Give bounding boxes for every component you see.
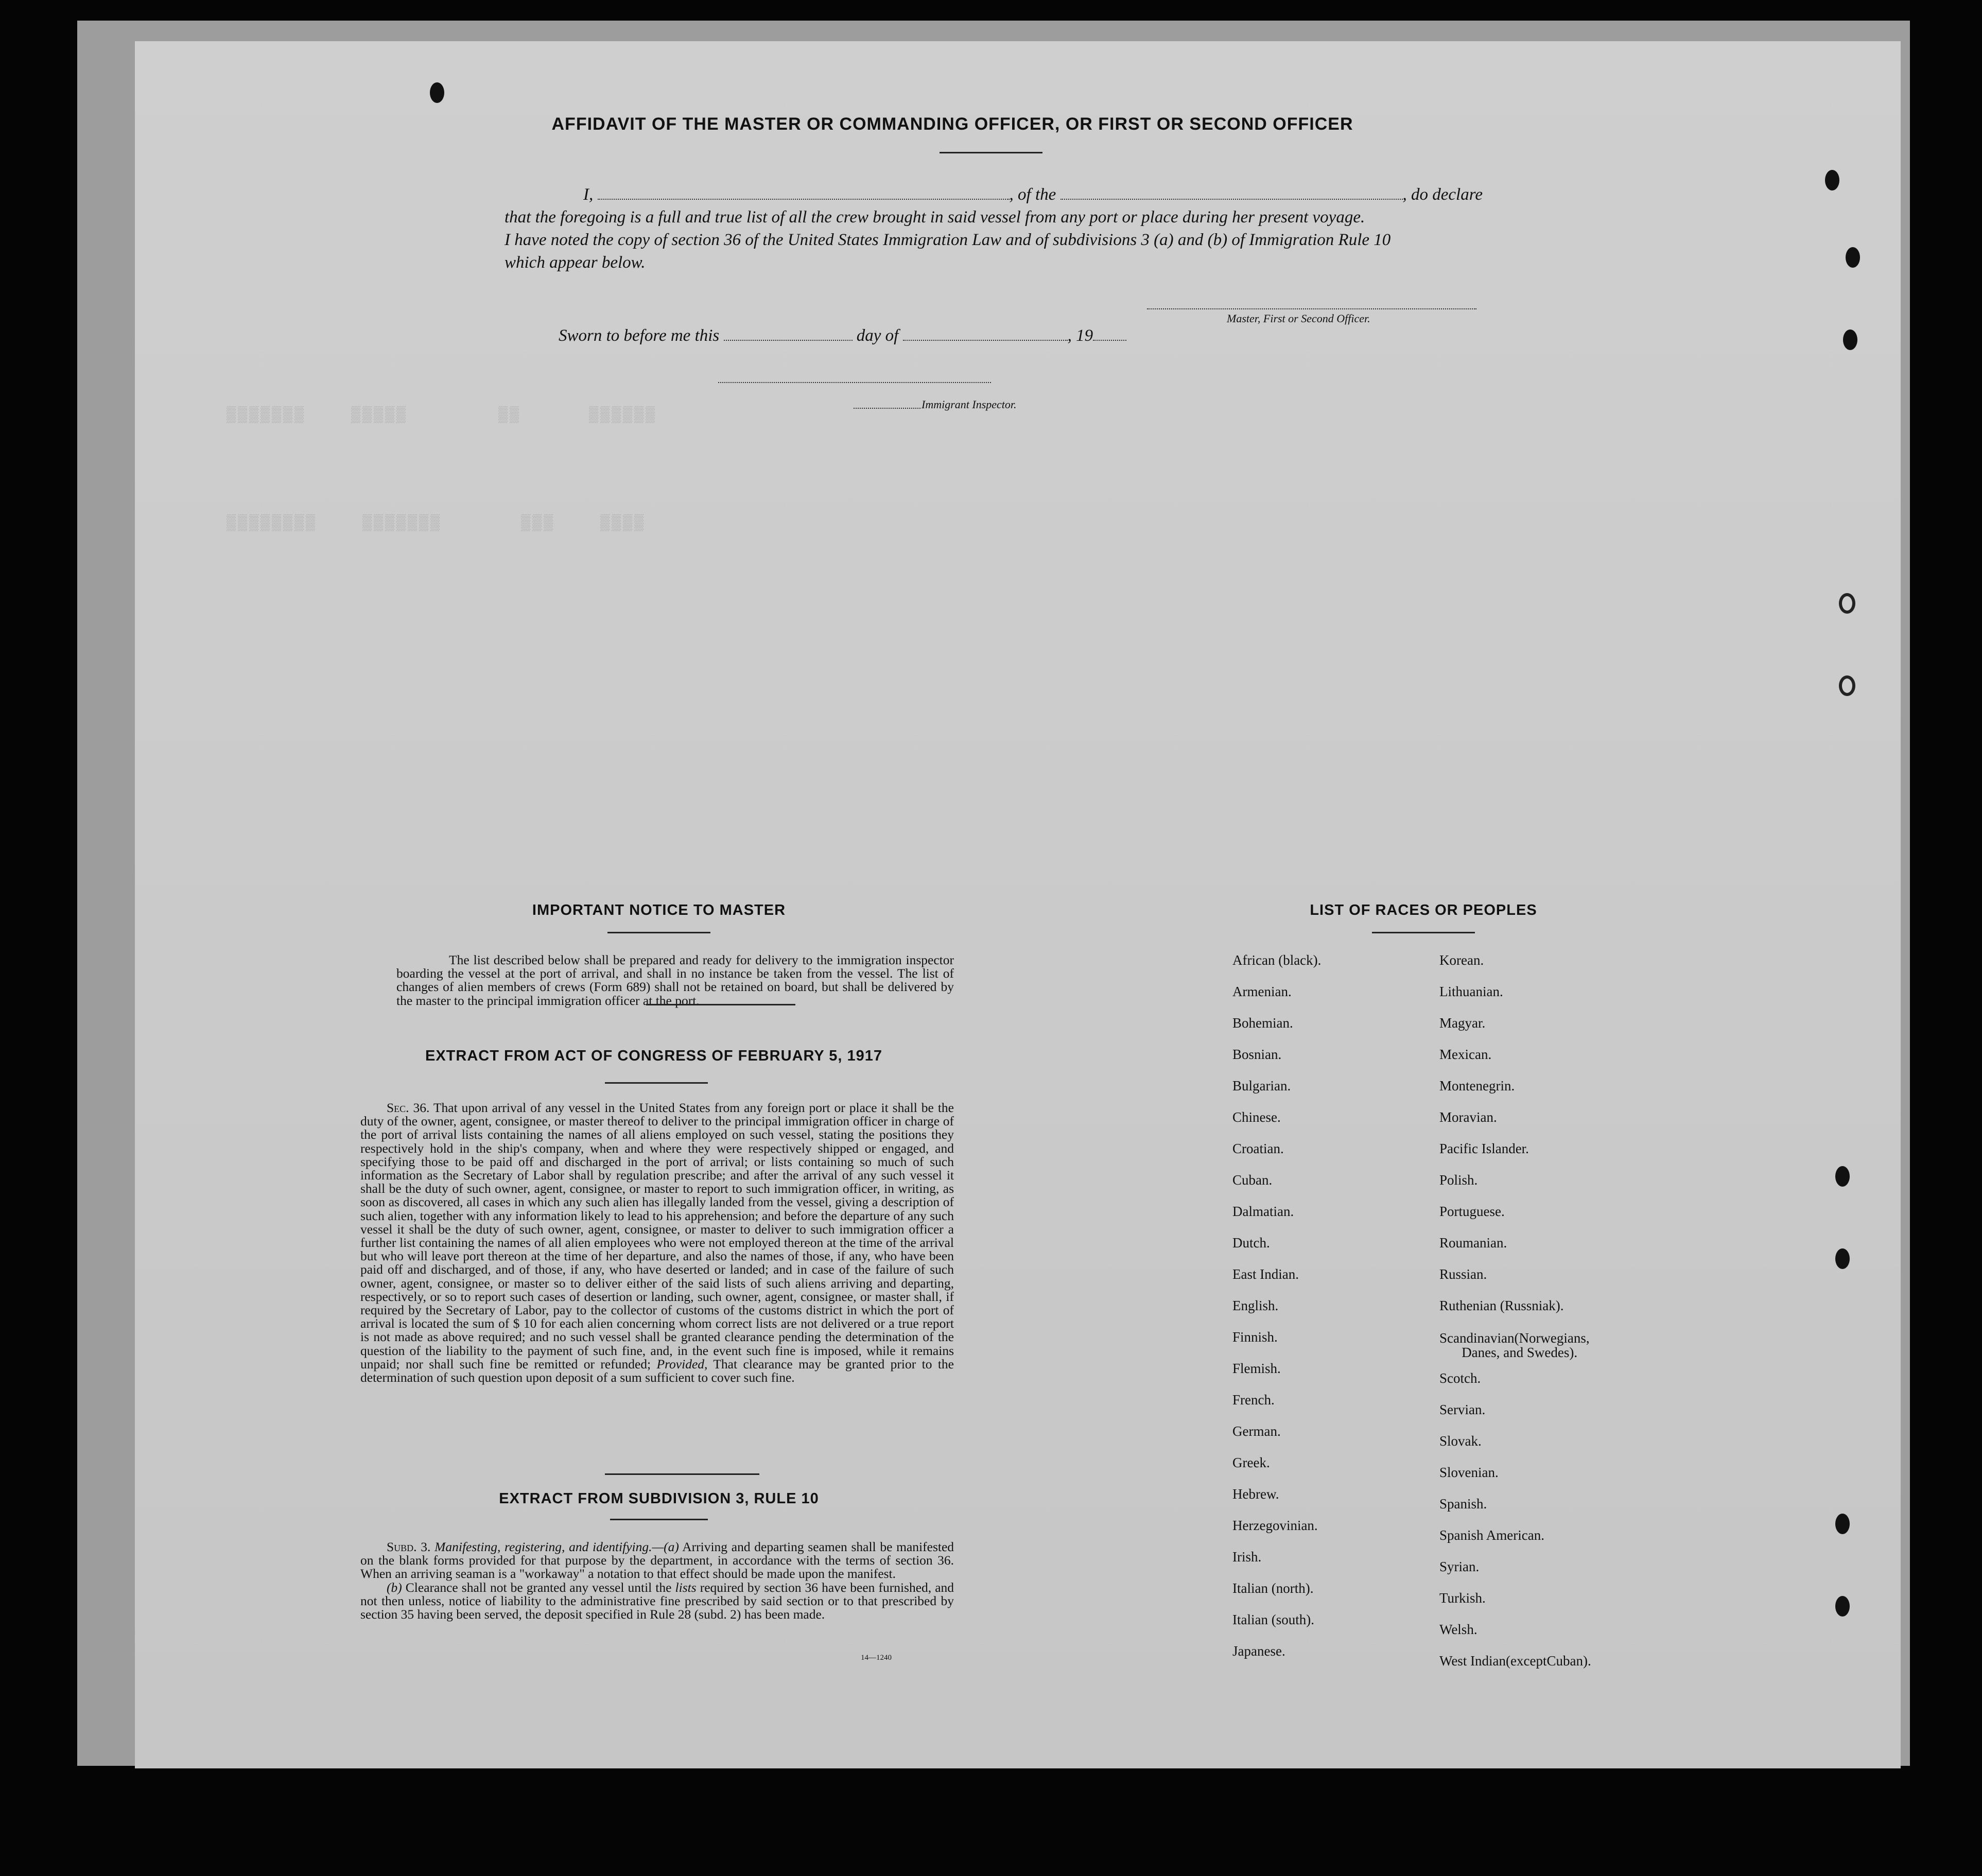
race-item: Croatian. xyxy=(1232,1141,1284,1156)
races-title: LIST OF RACES OR PEOPLES xyxy=(1310,902,1537,918)
race-item: Flemish. xyxy=(1232,1361,1281,1376)
affidavit-line4: which appear below. xyxy=(505,253,646,272)
affidavit-line3: I have noted the copy of section 36 of the United States Immigration Law and of subdivisions 3 (a) and (b) of Immigration Rule 10 xyxy=(505,231,1391,249)
race-item: Danes, and Swedes). xyxy=(1462,1345,1578,1360)
race-item: German. xyxy=(1232,1423,1281,1439)
inspector-label: Immigrant Inspector. xyxy=(922,398,1017,411)
affidavit-line2: that the foregoing is a full and true list of all the crew brought in said vessel from any port or place during her present voyage. xyxy=(505,208,1365,227)
race-item: Bohemian. xyxy=(1232,1015,1293,1031)
race-item: Italian (south). xyxy=(1232,1612,1314,1627)
punch-hole xyxy=(1835,1514,1850,1534)
act-title: EXTRACT FROM ACT OF CONGRESS OF FEBRUARY 5, 1917 xyxy=(425,1048,883,1064)
section-36-proviso: That clearance may be granted prior to the determination of such question upon deposit of a sum sufficient to cover such fine. xyxy=(360,1356,954,1385)
inspector-signature-line[interactable] xyxy=(718,382,991,383)
race-item: Irish. xyxy=(1232,1549,1262,1565)
race-item: Lithuanian. xyxy=(1439,984,1503,999)
subd-b-lists: lists xyxy=(675,1579,697,1595)
affidavit-text xyxy=(505,183,1483,274)
sworn-line xyxy=(559,326,1126,345)
notice-title: IMPORTANT NOTICE TO MASTER xyxy=(532,902,786,918)
race-item: Moravian. xyxy=(1439,1109,1497,1125)
race-item: Welsh. xyxy=(1439,1622,1477,1637)
subd-a-label: —(a) xyxy=(652,1539,679,1554)
sworn-month-field[interactable] xyxy=(903,340,1068,341)
master-signature-line[interactable] xyxy=(1147,308,1476,309)
provided-word: Provided, xyxy=(656,1356,708,1371)
race-item: Russian. xyxy=(1439,1266,1487,1282)
sworn-year-prefix: , 19 xyxy=(1067,326,1093,345)
race-item: Korean. xyxy=(1439,952,1484,968)
form-page xyxy=(135,41,1901,1768)
section-36-text: That upon arrival of any vessel in the United States from any foreign port or place it shall be the duty of the owner, agent, consignee, or master thereof to deliver to the principal immigration officer in charge of the port of arrival lists containing the names of all aliens employed on such vessel, stating the positions they respectively hold in the ship's company, when and where they were respectively shipped or engaged, and specifying those to be paid off and discharged in the port of arrival; or lists containing so much of such information as the Secretary of Labor shall by regulation prescribe; and after the arrival of any such vessel it shall be the duty of such owner, agent, consignee, or master to report to such immigration officer, in writing, as soon as discovered, all cases in which any such alien has illegally landed from the vessel, giving a description of such alien, together with any information likely to lead to his apprehension; and before the departure of any such vessel it shall be the duty of such owner, agent, consignee, or master to deliver to such immigration officer a further list containing the names of all alien employees who were not employed thereon at the time of the arrival but who will leave port thereon at the time of her departure, and also the names of those, if any, who have been paid off and discharged, and of those, if any, who have deserted or landed; and in case of the failure of such owner, agent, consignee, or master so to deliver either of the said lists of such aliens arriving and departing, respectively, or so to report such cases of desertion or landing, such owner, agent, consignee, or master shall, if required by the Secretary of Labor, pay to the collector of customs of the customs district in which the port of arrival is located the sum of $ 10 for each alien concerning whom correct lists are not delivered or a true report is not made as above required; and no such vessel shall be granted clearance pending the determination of the question of the liability to the payment of such fine, and, in the event such fine is imposed, while it remains unpaid; nor shall such fine be remitted or refunded; xyxy=(360,1100,954,1371)
race-item: Spanish. xyxy=(1439,1496,1487,1512)
notice-text xyxy=(396,953,954,1008)
notice-paragraph: The list described below shall be prepared and ready for delivery to the immigration inspector boarding the vessel at the port of arrival, and shall in no instance be taken from the vessel. The list of changes of alien members of crews (Form 689) shall not be retained on board, but shall be delivered by the master to the principal immigration officer at the port. xyxy=(396,952,954,1008)
race-item: Slovak. xyxy=(1439,1433,1482,1449)
section-label: Sec. 36. xyxy=(387,1100,430,1115)
race-item: Syrian. xyxy=(1439,1559,1480,1574)
race-item: Herzegovinian. xyxy=(1232,1518,1318,1533)
rule-text xyxy=(360,1540,954,1621)
race-item: Portuguese. xyxy=(1439,1204,1505,1219)
race-item: Spanish American. xyxy=(1439,1527,1544,1543)
subd-title: Manifesting, registering, and identifying. xyxy=(434,1539,652,1554)
race-item: Chinese. xyxy=(1232,1109,1281,1125)
race-item: Ruthenian (Russniak). xyxy=(1439,1298,1564,1313)
race-item: Italian (north). xyxy=(1232,1580,1314,1596)
race-item: Bulgarian. xyxy=(1232,1078,1291,1093)
section-divider xyxy=(646,1004,795,1005)
affidavit-declare: , do declare xyxy=(1402,185,1483,204)
name-field[interactable] xyxy=(598,199,1010,200)
notice-divider xyxy=(607,932,710,933)
race-item: African (black). xyxy=(1232,952,1322,968)
bleed-through-row: ▒▒▒▒▒▒▒▒ ▒▒▒▒▒▒▒ ▒▒▒ ▒▒▒▒ xyxy=(227,515,646,532)
race-item: Pacific Islander. xyxy=(1439,1141,1529,1156)
races-right-column xyxy=(1439,945,1591,1677)
punch-hole xyxy=(1835,1596,1850,1617)
race-item: Turkish. xyxy=(1439,1590,1486,1606)
vessel-field[interactable] xyxy=(1060,199,1403,200)
race-item: Dutch. xyxy=(1232,1235,1270,1250)
races-divider xyxy=(1372,932,1475,933)
sworn-day-field[interactable] xyxy=(724,340,853,341)
race-item: Armenian. xyxy=(1232,984,1292,999)
race-item: Montenegrin. xyxy=(1439,1078,1515,1093)
rule-title: EXTRACT FROM SUBDIVISION 3, RULE 10 xyxy=(499,1490,819,1507)
sworn-year-field[interactable] xyxy=(1093,340,1126,341)
race-item: Dalmatian. xyxy=(1232,1204,1294,1219)
race-item: Scandinavian(Norwegians, xyxy=(1439,1330,1590,1346)
punch-hole xyxy=(1843,329,1857,350)
race-item: Hebrew. xyxy=(1232,1486,1279,1502)
subd-b-text-2: required by section 36 have been furnished, and not then unless, notice of liability to the administrative fine prescribed by said section or to that prescribed by section 35 having been served, the deposit specified in Rule 28 (subd. 2) has been made. xyxy=(360,1579,954,1622)
act-divider xyxy=(605,1082,708,1084)
inspector-label-line xyxy=(854,408,920,409)
punch-hole xyxy=(1825,170,1839,190)
affidavit-title: AFFIDAVIT OF THE MASTER OR COMMANDING OFFICER, OR FIRST OR SECOND OFFICER xyxy=(551,114,1353,134)
race-item: Servian. xyxy=(1439,1402,1486,1417)
subd-b-text-1: Clearance shall not be granted any vessel until the xyxy=(405,1579,672,1595)
race-item: Mexican. xyxy=(1439,1047,1492,1062)
subd-label: Subd. 3. xyxy=(387,1539,431,1554)
subd-b-label: (b) xyxy=(387,1579,402,1595)
punch-hole xyxy=(1835,1166,1850,1187)
race-item: Finnish. xyxy=(1232,1329,1278,1345)
affidavit-of-the: , of the xyxy=(1009,185,1056,204)
race-item: English. xyxy=(1232,1298,1279,1313)
race-item: Magyar. xyxy=(1439,1015,1486,1031)
punch-hole xyxy=(1846,247,1860,268)
race-item: Japanese. xyxy=(1232,1643,1285,1659)
title-divider xyxy=(940,152,1042,153)
race-item: Roumanian. xyxy=(1439,1235,1507,1250)
race-item: Polish. xyxy=(1439,1172,1478,1188)
punch-hole xyxy=(1839,593,1855,614)
race-item: Cuban. xyxy=(1232,1172,1273,1188)
act-end-divider xyxy=(605,1473,759,1475)
punch-hole xyxy=(1835,1248,1850,1269)
master-label: Master, First or Second Officer. xyxy=(1227,312,1370,325)
form-number: 14—1240 xyxy=(861,1654,892,1662)
race-item: West Indian(exceptCuban). xyxy=(1439,1653,1591,1669)
punch-hole xyxy=(1839,675,1855,696)
act-text xyxy=(360,1101,954,1384)
sworn-day-of: day of xyxy=(856,326,899,345)
race-item: Slovenian. xyxy=(1439,1465,1499,1480)
subd-a-text: Arriving and departing seamen shall be manifested on the blank forms provided for that purpose by the department, in accordance with the terms of section 36. When an arriving seaman is a "workaway" a notation to that effect should be made upon the manifest. xyxy=(360,1539,954,1582)
race-item: Scotch. xyxy=(1439,1370,1481,1386)
race-item: Bosnian. xyxy=(1232,1047,1282,1062)
race-item: East Indian. xyxy=(1232,1266,1299,1282)
punch-hole xyxy=(430,82,444,103)
rule-divider xyxy=(610,1519,708,1520)
bleed-through-row: ▒▒▒▒▒▒▒ ▒▒▒▒▒ ▒▒ ▒▒▒▒▒▒ xyxy=(227,407,657,424)
affidavit-i: I, xyxy=(583,185,594,204)
races-left-column xyxy=(1232,945,1321,1667)
sworn-before: Sworn to before me this xyxy=(559,326,720,345)
race-item: Greek. xyxy=(1232,1455,1270,1470)
race-item: French. xyxy=(1232,1392,1275,1408)
